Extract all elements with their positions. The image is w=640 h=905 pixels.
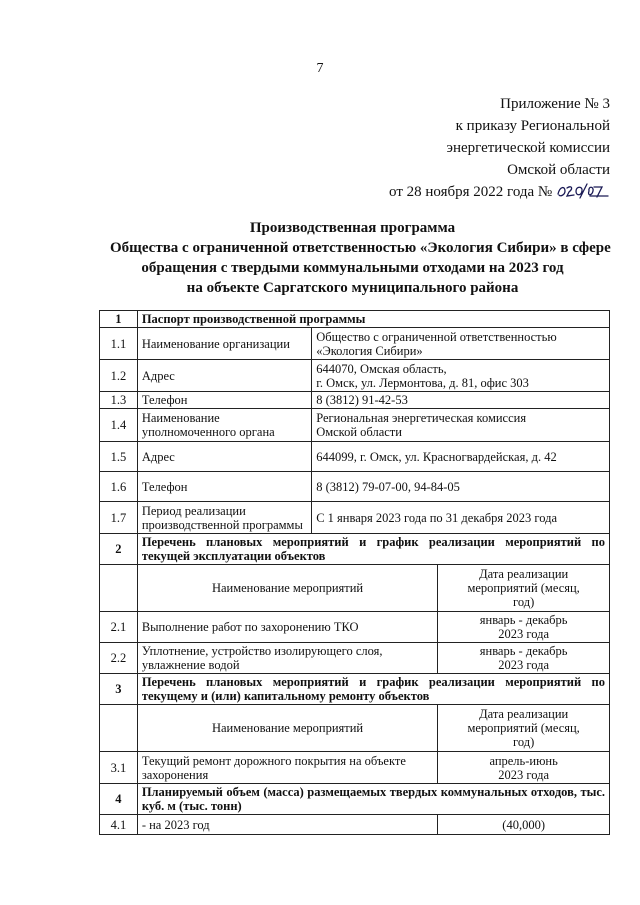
appendix-line: энергетической комиссии — [446, 140, 610, 156]
date-line: 2023 года — [498, 627, 549, 641]
column-header-name: Наименование мероприятий — [137, 565, 437, 612]
date-line: январь - декабрь — [479, 644, 568, 658]
date-line: январь - декабрь — [479, 613, 568, 627]
name-line: захоронения — [141, 767, 209, 782]
appendix-line: Омской области — [507, 162, 610, 178]
row-label — [137, 409, 311, 442]
value-line: Общество с ограниченной ответственностью — [316, 329, 557, 344]
title-line: Перечень плановых мероприятий и график реализации мероприятий по — [141, 675, 605, 689]
activity-name — [137, 752, 437, 784]
table-header-row — [100, 565, 610, 612]
label-line: Наименование — [141, 411, 220, 425]
column-header-date — [438, 705, 610, 752]
label-line: уполномоченного органа — [141, 425, 275, 439]
row-number: 1.3 — [100, 392, 138, 409]
table-row — [100, 752, 610, 784]
column-header-date — [438, 565, 610, 612]
document-title — [110, 218, 611, 298]
page-number: 7 — [316, 61, 324, 76]
label-line: Период реализации — [141, 503, 246, 518]
section-number: 3 — [100, 674, 138, 705]
value-line: Омской области — [316, 425, 402, 439]
row-number: 1.7 — [100, 502, 138, 534]
value-line: «Экология Сибири» — [316, 343, 423, 358]
header-line: Дата реализации — [479, 567, 569, 581]
row-number: 2.1 — [100, 612, 138, 643]
title-line: тыс. куб. м (тыс. тонн) — [141, 785, 606, 813]
header-line: год) — [513, 595, 535, 609]
table-row — [100, 392, 610, 409]
activity-name — [137, 643, 437, 674]
table-row — [100, 643, 610, 674]
handwritten-order-number — [556, 183, 610, 199]
title-line: обращения с твердыми коммунальными отходами на 2023 год — [141, 260, 564, 276]
section-number: 1 — [100, 311, 138, 328]
activity-name: Выполнение работ по захоронению ТКО — [137, 612, 437, 643]
title-line: Планируемый объем (масса) размещаемых твердых коммунальных отходов, — [141, 785, 577, 799]
row-number: 1.2 — [100, 360, 138, 392]
program-table — [99, 310, 610, 835]
row-value: 8 (3812) 91-42-53 — [312, 392, 610, 409]
row-number: 4.1 — [100, 815, 138, 835]
row-label: Телефон — [137, 392, 311, 409]
row-label: Адрес — [137, 442, 311, 472]
appendix-date: от 28 ноября 2022 года № — [389, 184, 553, 200]
value-line: Региональная энергетическая комиссия — [316, 411, 527, 425]
name-line: увлажнение водой — [141, 658, 240, 672]
section-row — [100, 534, 610, 565]
name-line: Уплотнение, устройство изолирующего слоя, — [141, 644, 383, 658]
row-value: 8 (3812) 79-07-00, 94-84-05 — [312, 472, 610, 502]
section-number: 4 — [100, 784, 138, 815]
empty-cell — [100, 705, 138, 752]
activity-date — [438, 643, 610, 674]
appendix-block — [389, 93, 610, 203]
date-line: 2023 года — [498, 767, 549, 782]
title-line: текущей эксплуатации объектов — [141, 549, 326, 563]
table-row — [100, 409, 610, 442]
header-line: мероприятий (месяц, — [467, 581, 580, 595]
row-value: (40,000) — [438, 815, 610, 835]
date-line: апрель-июнь — [489, 753, 558, 768]
title-line: Перечень плановых мероприятий и график реализации мероприятий по — [141, 535, 605, 549]
value-line: 644070, Омская область, — [316, 361, 447, 376]
row-number: 1.1 — [100, 328, 138, 360]
section-row — [100, 784, 610, 815]
section-row — [100, 311, 610, 328]
label-line: производственной программы — [141, 517, 303, 532]
name-line: Текущий ремонт дорожного покрытия на объекте — [141, 753, 406, 768]
row-label: Телефон — [137, 472, 311, 502]
row-number: 1.6 — [100, 472, 138, 502]
section-number: 2 — [100, 534, 138, 565]
header-line: мероприятий (месяц, — [467, 721, 580, 735]
appendix-line: Приложение № 3 — [500, 96, 610, 112]
row-number: 3.1 — [100, 752, 138, 784]
row-value: 644099, г. Омск, ул. Красногвардейская, д. 42 — [312, 442, 610, 472]
row-label — [137, 502, 311, 534]
section-title — [137, 674, 609, 705]
row-number: 1.5 — [100, 442, 138, 472]
row-number: 2.2 — [100, 643, 138, 674]
column-header-name: Наименование мероприятий — [137, 705, 437, 752]
row-value: С 1 января 2023 года по 31 декабря 2023 года — [312, 502, 610, 534]
table-row — [100, 502, 610, 534]
header-line: Дата реализации — [479, 707, 569, 721]
row-label: Наименование организации — [137, 328, 311, 360]
row-value — [312, 360, 610, 392]
table-row — [100, 472, 610, 502]
title-line: на объекте Саргатского муниципального района — [186, 280, 519, 296]
date-line: 2023 года — [498, 658, 549, 672]
row-value — [312, 328, 610, 360]
activity-date — [438, 752, 610, 784]
table-row — [100, 815, 610, 835]
table-row — [100, 442, 610, 472]
empty-cell — [100, 565, 138, 612]
title-line: текущему и (или) капитальному ремонту объектов — [141, 689, 430, 703]
header-line: год) — [513, 735, 535, 749]
title-line: Общества с ограниченной ответственностью «Экология Сибири» в сфере — [110, 240, 611, 256]
title-line: Производственная программа — [249, 220, 456, 236]
table-header-row — [100, 705, 610, 752]
row-label: - на 2023 год — [137, 815, 437, 835]
appendix-date-line — [389, 181, 610, 203]
row-label: Адрес — [137, 360, 311, 392]
row-number: 1.4 — [100, 409, 138, 442]
table-row — [100, 360, 610, 392]
section-row — [100, 674, 610, 705]
value-line: г. Омск, ул. Лермонтова, д. 81, офис 303 — [316, 375, 529, 390]
section-title — [137, 784, 609, 815]
row-value — [312, 409, 610, 442]
table-row — [100, 328, 610, 360]
table-row — [100, 612, 610, 643]
activity-date — [438, 612, 610, 643]
section-title: Паспорт производственной программы — [137, 311, 609, 328]
section-title — [137, 534, 609, 565]
appendix-line: к приказу Региональной — [455, 118, 610, 134]
